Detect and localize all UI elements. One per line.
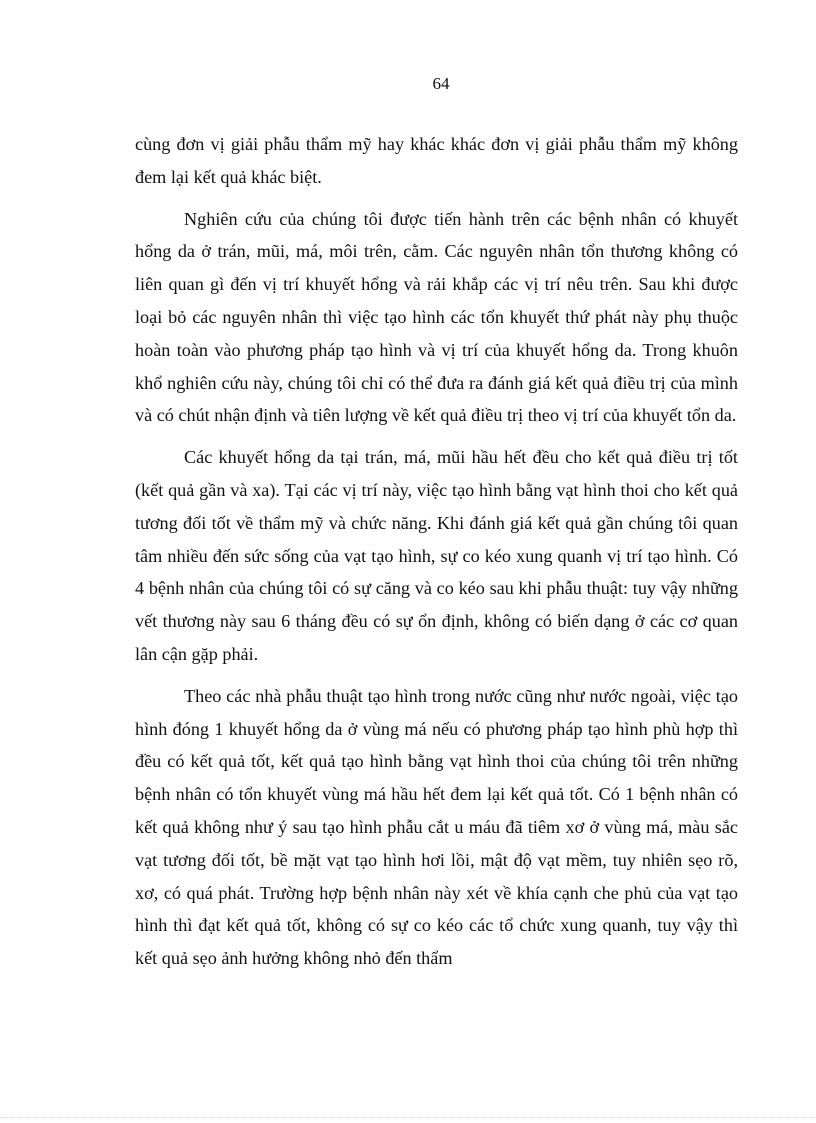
page-number: 64: [432, 74, 450, 93]
paragraph-forehead-cheek-nose-results: Các khuyết hổng da tại trán, má, mũi hầu hết đều cho kết quả điều trị tốt (kết quả gần và xa). Tại các vị trí này, việc tạo hình bằng vạt hình thoi cho kết quả tương đối tốt về thẩm mỹ và chức năng. Khi đánh giá kết quả gần chúng tôi quan tâm nhiều đến sức sống của vạt tạo hình, sự co kéo xung quanh vị trí tạo hình. Có 4 bệnh nhân của chúng tôi có sự căng và co kéo sau khi phẫu thuật: tuy vậy những vết thương này sau 6 tháng đều có sự ổn định, không có biến dạng ở các cơ quan lân cận gặp phải.: [135, 447, 738, 664]
paragraph-cheek-reconstruction: Theo các nhà phẫu thuật tạo hình trong nước cũng như nước ngoài, việc tạo hình đóng 1 khuyết hổng da ở vùng má nếu có phương pháp tạo hình phù hợp thì đều có kết quả tốt, kết quả tạo hình bằng vạt hình thoi của chúng tôi trên những bệnh nhân có tổn khuyết vùng má hầu hết đem lại kết quả tốt. Có 1 bệnh nhân có kết quả không như ý sau tạo hình phẫu cắt u máu đã tiêm xơ ở vùng má, màu sắc vạt tương đối tốt, bề mặt vạt tạo hình hơi lồi, mật độ vạt mềm, tuy nhiên sẹo rõ, xơ, có quá phát. Trường hợp bệnh nhân này xét về khía cạnh che phủ của vạt tạo hình thì đạt kết quả tốt, không có sự co kéo các tổ chức xung quanh, tuy vậy thì kết quả sẹo ảnh hưởng không nhỏ đến thẩm: [135, 685, 738, 969]
paragraph-study-scope: Nghiên cứu của chúng tôi được tiến hành trên các bệnh nhân có khuyết hổng da ở trán, mũi, má, môi trên, cằm. Các nguyên nhân tổn thương không có liên quan gì đến vị trí khuyết hổng và rải khắp các vị trí nêu trên. Sau khi được loại bỏ các nguyên nhân thì việc tạo hình các tổn khuyết thứ phát này phụ thuộc hoàn toàn vào phương pháp tạo hình và vị trí của khuyết hổng da. Trong khuôn khổ nghiên cứu này, chúng tôi chỉ có thể đưa ra đánh giá kết quả điều trị của mình và có chút nhận định và tiên lượng về kết quả điều trị theo vị trí của khuyết tổn da.: [135, 208, 738, 426]
paragraph-continuation: cùng đơn vị giải phẫu thẩm mỹ hay khác khác đơn vị giải phẫu thẩm mỹ không đem lại kết quả khác biệt.: [135, 134, 738, 187]
page-bottom-divider: [0, 1117, 816, 1118]
document-body: [135, 128, 738, 984]
